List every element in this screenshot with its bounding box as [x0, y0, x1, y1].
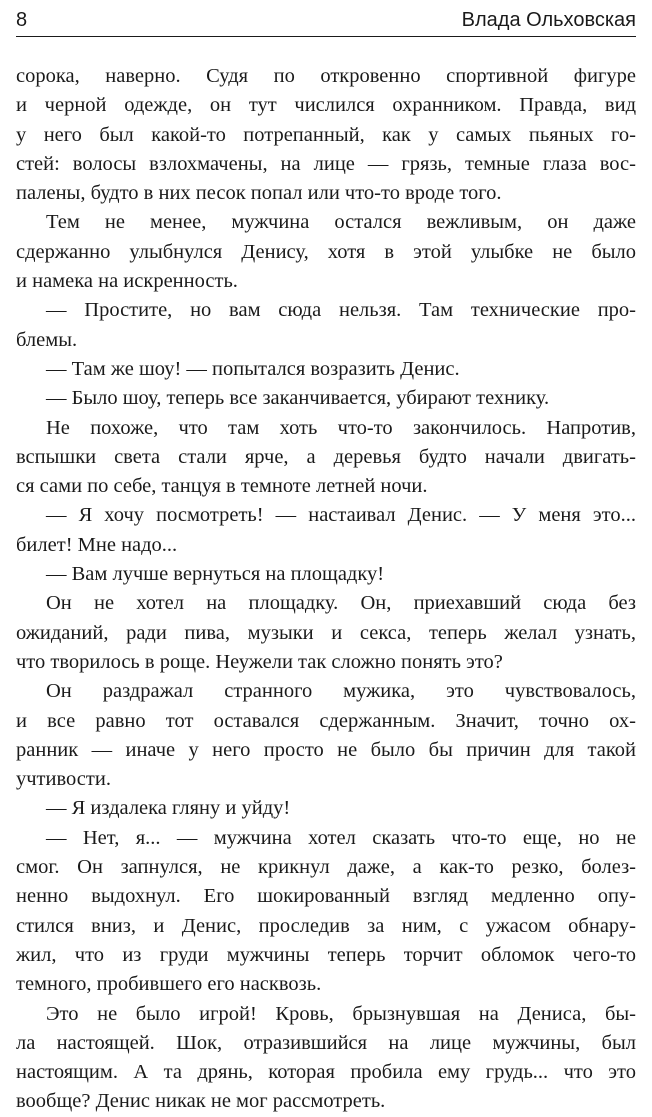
text-line: смог. Он запнулся, не крикнул даже, а как-то резко, болез-	[16, 856, 636, 879]
text-line: настоящим. А та дрянь, которая пробила ему грудь... что это	[16, 1061, 636, 1084]
text-line: у него был какой-то потрепанный, как у самых пьяных го-	[16, 123, 636, 146]
text-line: — Нет, я... — мужчина хотел сказать что-то еще, но не	[46, 826, 636, 849]
paragraph	[16, 824, 636, 1000]
text-line: палены, будто в них песок попал или что-то вроде того.	[16, 182, 502, 205]
text-line: Не похоже, что там хоть что-то закончилось. Напротив,	[46, 416, 636, 439]
paragraph	[16, 62, 636, 208]
text-line: жил, что из груди мужчины теперь торчит обломок чего-то	[16, 943, 636, 966]
text-line: и черной одежде, он тут числился охранником. Правда, вид	[16, 94, 636, 117]
text-line: Он раздражал странного мужика, это чувствовалось,	[46, 680, 636, 703]
text-line: Он не хотел на площадку. Он, приехавший сюда без	[46, 592, 636, 615]
text-line: ся сами по себе, танцуя в темноте летней ночи.	[16, 475, 428, 498]
text-line: учтивости.	[16, 768, 111, 791]
text-line: — Там же шоу! — попытался возразить Денис.	[46, 357, 460, 380]
paragraph	[16, 589, 636, 677]
text-line: стился вниз, и Денис, проследив за ним, с ужасом обнару-	[16, 914, 636, 937]
text-line: стей: волосы взлохмачены, на лице — грязь, темные глаза вос-	[16, 152, 636, 175]
text-line: и намека на искренность.	[16, 270, 238, 293]
paragraph	[16, 414, 636, 502]
text-line: Это не было игрой! Кровь, брызнувшая на Дениса, бы-	[46, 1002, 636, 1025]
page-number: 8	[16, 9, 28, 31]
page-body	[16, 62, 636, 1117]
paragraph	[16, 794, 636, 823]
text-line: ранник — иначе у него просто не было бы причин для такой	[16, 738, 636, 761]
text-line: сдержанно улыбнулся Денису, хотя в этой улыбке не было	[16, 240, 636, 263]
text-line: вспышки света стали ярче, а деревья будто начали двигать-	[16, 445, 636, 468]
text-line: — Простите, но вам сюда нельзя. Там технические про-	[46, 299, 636, 322]
text-line: — Я хочу посмотреть! — настаивал Денис. — У меня это...	[46, 504, 636, 527]
text-line: что творилось в роще. Неужели так сложно понять это?	[16, 650, 503, 673]
paragraph	[16, 296, 636, 355]
paragraph	[16, 501, 636, 560]
text-line: сорока, наверно. Судя по откровенно спортивной фигуре	[16, 65, 636, 87]
paragraph	[16, 384, 636, 413]
paragraph	[16, 208, 636, 296]
text-line: блемы.	[16, 328, 78, 351]
text-line: — Вам лучше вернуться на площадку!	[46, 563, 385, 586]
author-name: Влада Ольховская	[461, 9, 636, 31]
text-line: ожиданий, ради пива, музыки и секса, теперь желал узнать,	[16, 621, 636, 644]
paragraph	[16, 355, 636, 384]
paragraph	[16, 1000, 636, 1117]
paragraph	[16, 677, 636, 794]
text-line: и все равно тот оставался сдержанным. Значит, точно ох-	[16, 709, 636, 732]
text-line: Тем не менее, мужчина остался вежливым, он даже	[46, 211, 636, 234]
text-line: темного, пробившего его насквозь.	[16, 973, 322, 996]
text-line: — Я издалека гляну и уйду!	[46, 797, 291, 820]
text-line: билет! Мне надо...	[16, 533, 178, 556]
text-line: ненно выдохнул. Его шокированный взгляд медленно опу-	[16, 885, 636, 908]
text-line: ла настоящей. Шок, отразившийся на лице мужчины, был	[16, 1031, 636, 1054]
text-line: — Было шоу, теперь все заканчивается, убирают технику.	[46, 387, 550, 410]
paragraph	[16, 560, 636, 589]
text-line: вообще? Денис никак не мог рассмотреть.	[16, 1090, 386, 1113]
running-header	[16, 8, 636, 37]
